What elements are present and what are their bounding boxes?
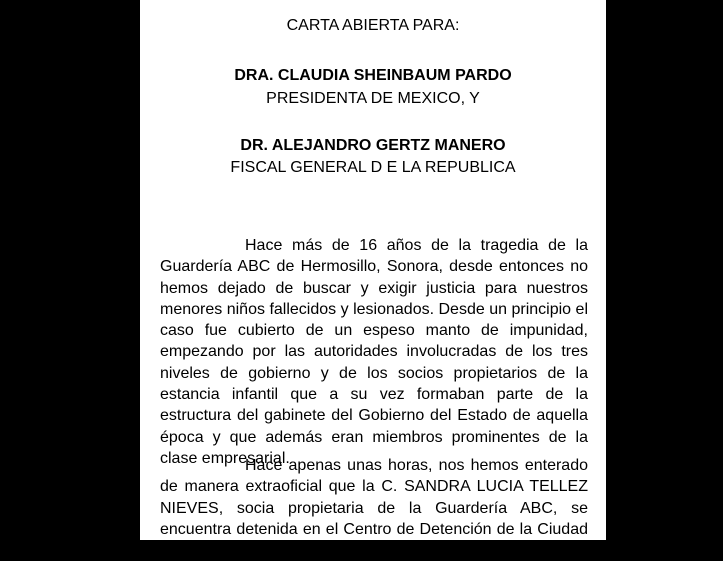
letter-heading: CARTA ABIERTA PARA: [286,17,460,34]
recipient-1-name: DRA. CLAUDIA SHEINBAUM PARDO [234,67,512,84]
recipient-1-title: PRESIDENTA DE MEXICO, Y [266,90,480,107]
paragraph-1: Hace más de 16 años de la tragedia de la Guardería ABC de Hermosillo, Sonora, desde entonces no hemos dejado de buscar y exigir justicia para nuestros menores niños fallecidos y lesionados. Desde un principio el caso fue cubierto de un espeso manto de impunidad, empezando por las autoridades involucradas de los tres niveles de gobierno y de los socios propietarios de la estancia infantil que a su vez formaban parte de la estructura del gabinete del Gobierno del Estado de aquella época y que además eran miembros prominentes de la clase empresarial. [160,237,588,467]
recipient-2-title: FISCAL GENERAL D E LA REPUBLICA [230,159,516,176]
paragraph-2: Hace apenas unas horas, nos hemos enterado de manera extraoficial que la C. SANDRA LUCIA TELLEZ NIEVES, socia propietaria de la Guardería ABC, se encuentra detenida en el Centro de Detención de la Ciudad de Eloy [160,457,588,560]
document-page [140,0,606,560]
recipient-2-name: DR. ALEJANDRO GERTZ MANERO [240,137,506,154]
